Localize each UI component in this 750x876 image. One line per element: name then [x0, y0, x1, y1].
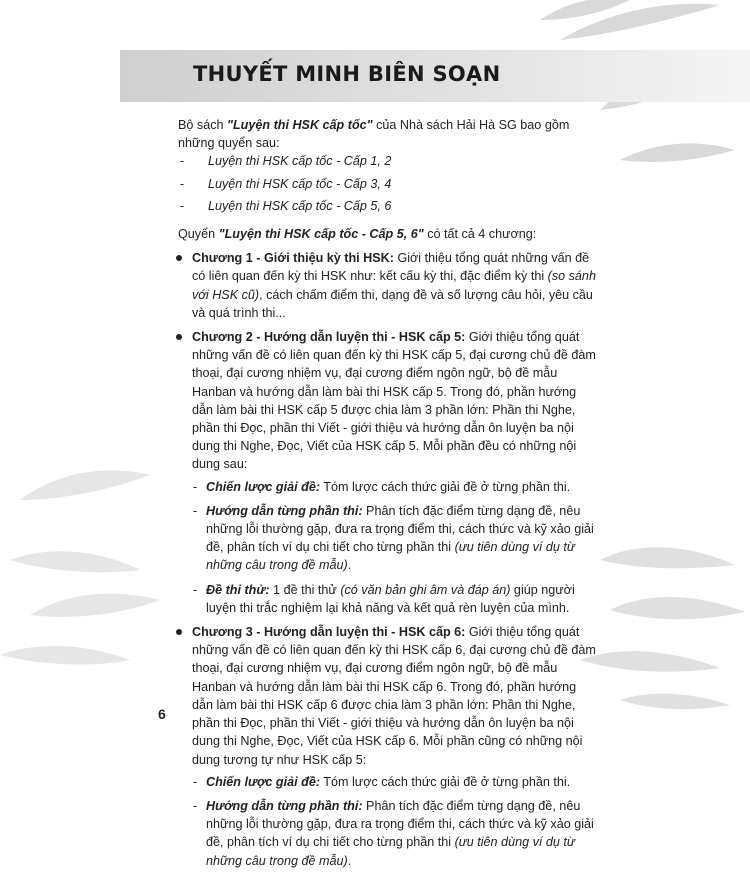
chapter-2-strategy	[192, 478, 598, 496]
page-title: THUYẾT MINH BIÊN SOẠN	[193, 62, 501, 86]
chapter-3-subsections	[192, 773, 598, 870]
chapter-2-heading: Chương 2 - Hướng dẫn luyện thi - HSK cấp 5:	[192, 330, 466, 345]
chapter-2-guide	[192, 502, 598, 575]
chapter-3-strategy	[192, 773, 598, 791]
quyen-book-name: "Luyện thi HSK cấp tốc - Cấp 5, 6"	[218, 227, 424, 242]
chapter-3	[178, 623, 598, 870]
sub-end: .	[347, 853, 352, 868]
chapter-1-note: (so sánh với HSK cũ)	[192, 269, 596, 302]
intro-paragraph	[178, 116, 598, 152]
chapter-2-text: Giới thiệu tổng quát những vấn đề có liên quan đến kỳ thi HSK cấp 5, đại cương chủ đề đàm thoại, đại cương nhiệm vụ, đại cương điểm ngôn ngữ, bộ đề mẫu Hanban và hướng dẫn làm bài thi HSK cấp 5. Trong đó, phần hướng dẫn làm bài thi HSK cấp 5 được chia làm 3 phần lớn: Phần thi Nghe, phần thi Đọc, phần thi Viết - giới thiệu và hướng dẫn ôn luyện ba nội dung thi Nghe, Đọc, Viết của HSK cấp 5. Mỗi phần đều có những nội dung sau:	[192, 330, 596, 472]
sub-label: Chiến lược giải đề:	[206, 774, 321, 789]
chapter-3-guide	[192, 797, 598, 870]
page-number: 6	[158, 706, 166, 722]
chapter-1-heading: Chương 1 - Giới thiệu kỳ thi HSK:	[192, 251, 394, 266]
sub-text: 1 đề thi thử	[269, 582, 341, 597]
quyen-after: có tất cả 4 chương:	[423, 227, 537, 242]
document-body	[178, 116, 598, 876]
quyen-before: Quyển	[178, 227, 219, 242]
intro-book-name: "Luyện thi HSK cấp tốc"	[227, 118, 373, 132]
intro-before: Bộ sách	[178, 118, 228, 132]
sub-note: (ưu tiên dùng ví dụ từ những câu trong đề mẫu)	[206, 835, 575, 868]
sub-end: .	[347, 558, 352, 573]
book-item: - Luyện thi HSK cấp tốc - Cấp 3, 4	[178, 175, 598, 193]
chapter-2-subsections	[192, 478, 598, 617]
sub-label: Hướng dẫn từng phần thi:	[206, 503, 363, 518]
sub-note: (ưu tiên dùng ví dụ từ những câu trong đề mẫu)	[206, 540, 575, 573]
chapter-count-paragraph	[178, 225, 598, 243]
sub-label: Hướng dẫn từng phần thi:	[206, 798, 363, 813]
chapter-2-mock-test	[192, 581, 598, 617]
sub-text: Tóm lược cách thức giải đề ở từng phần thi.	[320, 479, 571, 494]
chapter-1-text: Giới thiệu tổng quát những vấn đề có liên quan đến kỳ thi HSK như: kết cấu kỳ thi, đặc điểm kỳ thi	[192, 251, 590, 284]
intro-after: của Nhà sách Hải Hà SG bao gồm những quyển sau:	[178, 118, 570, 151]
book-item: - Luyện thi HSK cấp tốc - Cấp 1, 2	[178, 152, 598, 170]
sub-after: giúp người luyện thi trắc nghiệm lại khả năng và kết quả rèn luyện của mình.	[206, 582, 575, 615]
sub-label: Chiến lược giải đề:	[206, 479, 321, 494]
sub-note: (có văn bản ghi âm và đáp án)	[340, 582, 511, 597]
sub-text: Phân tích đặc điểm từng dạng đề, nêu những lỗi thường gặp, đưa ra trọng điểm thi, cách thức và kỹ xảo giải đề, phân tích ví dụ chi tiết cho từng phần thi	[206, 503, 594, 555]
chapter-list	[178, 249, 598, 870]
chapter-3-heading: Chương 3 - Hướng dẫn luyện thi - HSK cấp 6:	[192, 625, 466, 640]
book-list	[178, 152, 598, 215]
chapter-1-text-after: , cách chấm điểm thi, dạng đề và số lượng câu hỏi, yêu cầu và quá trình thi...	[192, 287, 593, 320]
chapter-3-text: Giới thiệu tổng quát những vấn đề có liên quan đến kỳ thi HSK cấp 6, đại cương chủ đề đàm thoại, đại cương nhiệm vụ, đại cương điểm ngôn ngữ, bộ đề mẫu Hanban và hướng dẫn làm bài thi HSK cấp 6. Trong đó, phần hướng dẫn làm bài thi HSK cấp 6 được chia làm 3 phần lớn: Phần thi Nghe, phần thi Đọc, phần thi Viết - giới thiệu và hướng dẫn ôn luyện ba nội dung thi Nghe, Đọc, Viết của HSK cấp 6. Mỗi phần cũng có những nội dung tương tự như HSK cấp 5:	[192, 625, 596, 767]
book-item: - Luyện thi HSK cấp tốc - Cấp 5, 6	[178, 197, 598, 215]
chapter-1	[178, 249, 598, 322]
sub-text: Phân tích đặc điểm từng dạng đề, nêu những lỗi thường gặp, đưa ra trọng điểm thi, cách thức và kỹ xảo giải đề, phân tích ví dụ chi tiết cho từng phần thi	[206, 798, 594, 850]
sub-label: Đề thi thử:	[206, 582, 270, 597]
sub-text: Tóm lược cách thức giải đề ở từng phần thi.	[320, 774, 571, 789]
chapter-2	[178, 328, 598, 617]
